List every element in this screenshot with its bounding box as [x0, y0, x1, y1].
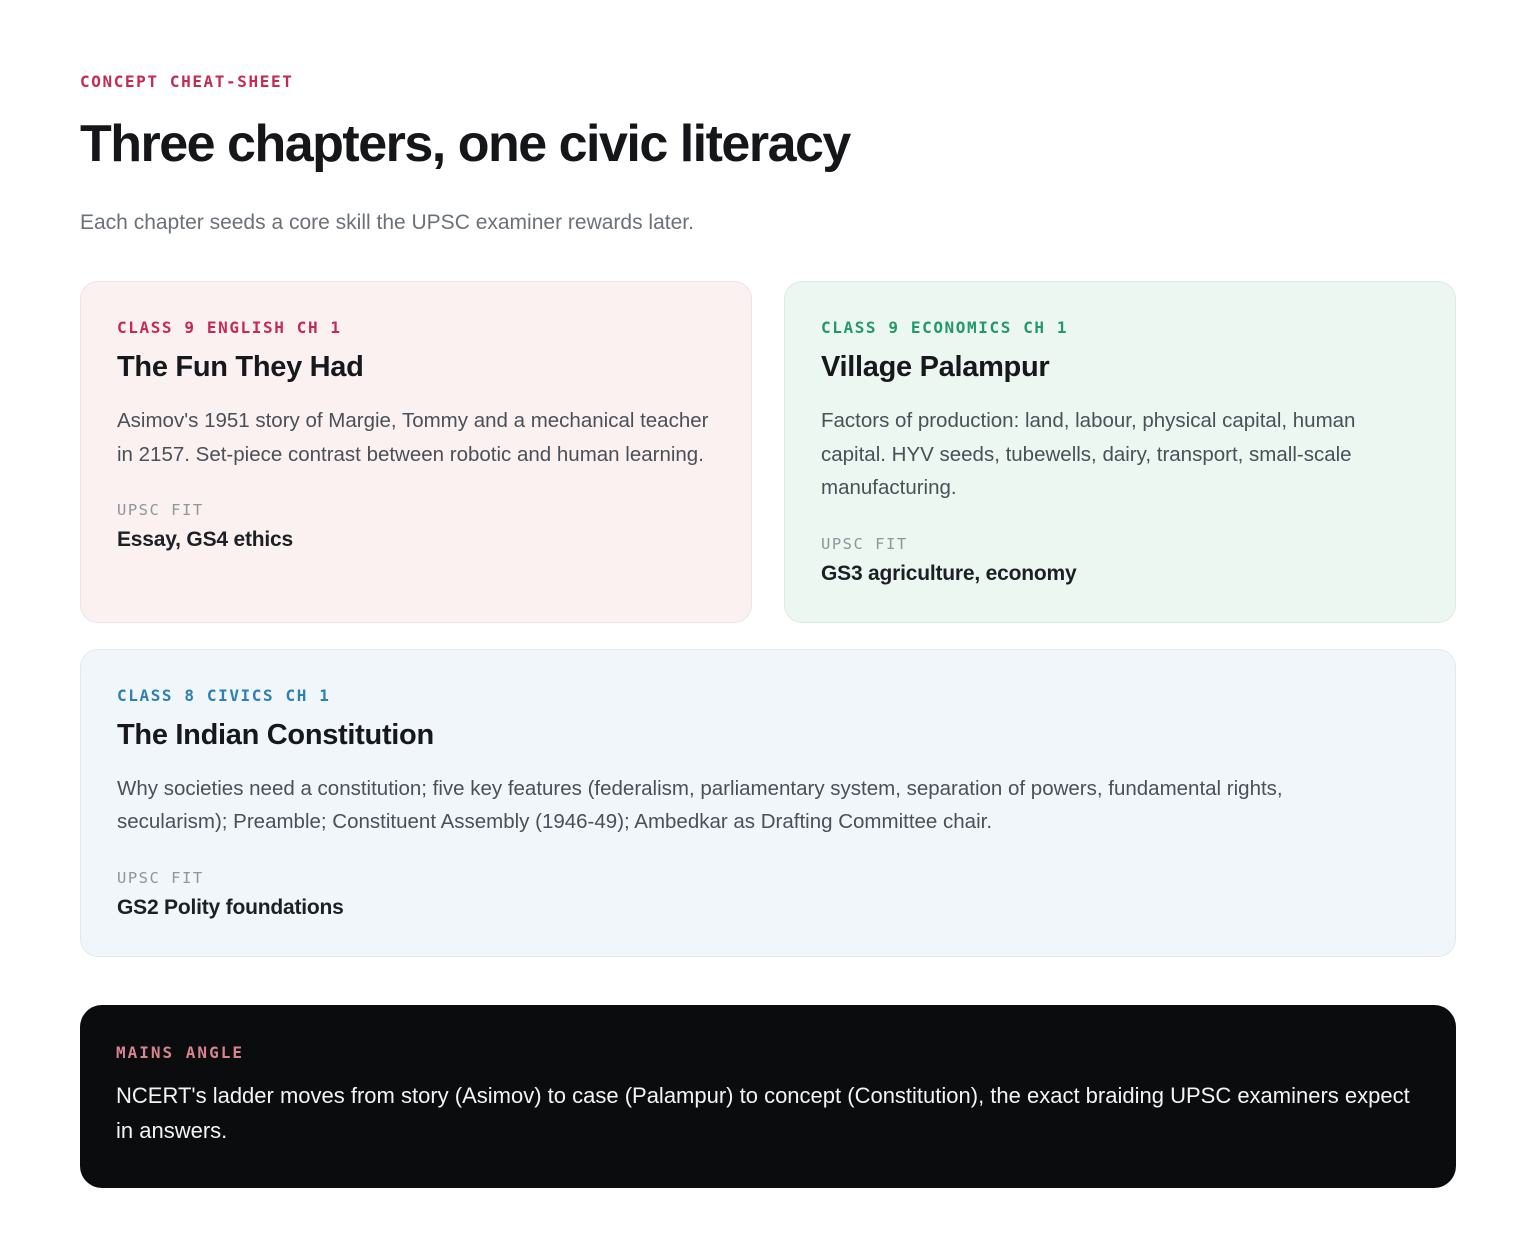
- card-title: The Fun They Had: [117, 351, 364, 384]
- card-english-chapter: [80, 281, 752, 623]
- upsc-fit-label: UPSC FIT: [821, 534, 908, 553]
- card-civics-chapter: [80, 649, 1456, 957]
- card-economics-chapter: [784, 281, 1456, 623]
- mains-angle-text: NCERT's ladder moves from story (Asimov) to case (Palampur) to concept (Constitution), the exact braiding UPSC examiners expect in answers.: [116, 1082, 1410, 1143]
- card-summary: Why societies need a constitution; five key features (federalism, parliamentary system, separation of powers, fundamental rights, secularism); Preamble; Constituent Assembly (1946-49); Ambedkar as Drafting Committee chair.: [117, 776, 1283, 834]
- card-summary: Factors of production: land, labour, physical capital, human capital. HYV seeds, tubewells, dairy, transport, small-scale manufacturing.: [821, 409, 1356, 500]
- card-tag: CLASS 8 CIVICS CH 1: [117, 685, 331, 705]
- upsc-fit-label: UPSC FIT: [117, 868, 204, 887]
- card-title: Village Palampur: [821, 351, 1050, 384]
- upsc-fit-value: GS3 agriculture, economy: [821, 561, 1077, 585]
- chapter-cards-grid: [80, 281, 1456, 957]
- page-title: Three chapters, one civic literacy: [80, 115, 850, 173]
- card-title: The Indian Constitution: [117, 718, 434, 751]
- page-subtitle: Each chapter seeds a core skill the UPSC examiner rewards later.: [80, 211, 694, 235]
- card-tag: CLASS 9 ENGLISH CH 1: [117, 318, 342, 338]
- mains-angle-tag: MAINS ANGLE: [116, 1042, 244, 1062]
- upsc-fit-value: Essay, GS4 ethics: [117, 528, 293, 552]
- mains-angle-callout: [80, 1005, 1456, 1188]
- card-summary: Asimov's 1951 story of Margie, Tommy and a mechanical teacher in 2157. Set-piece contrast between robotic and human learning.: [117, 409, 709, 466]
- eyebrow-label: CONCEPT CHEAT-SHEET: [80, 72, 294, 91]
- page-header: [80, 72, 1456, 237]
- card-tag: CLASS 9 ECONOMICS CH 1: [821, 318, 1069, 338]
- upsc-fit-label: UPSC FIT: [117, 501, 204, 520]
- upsc-fit-value: GS2 Polity foundations: [117, 895, 344, 919]
